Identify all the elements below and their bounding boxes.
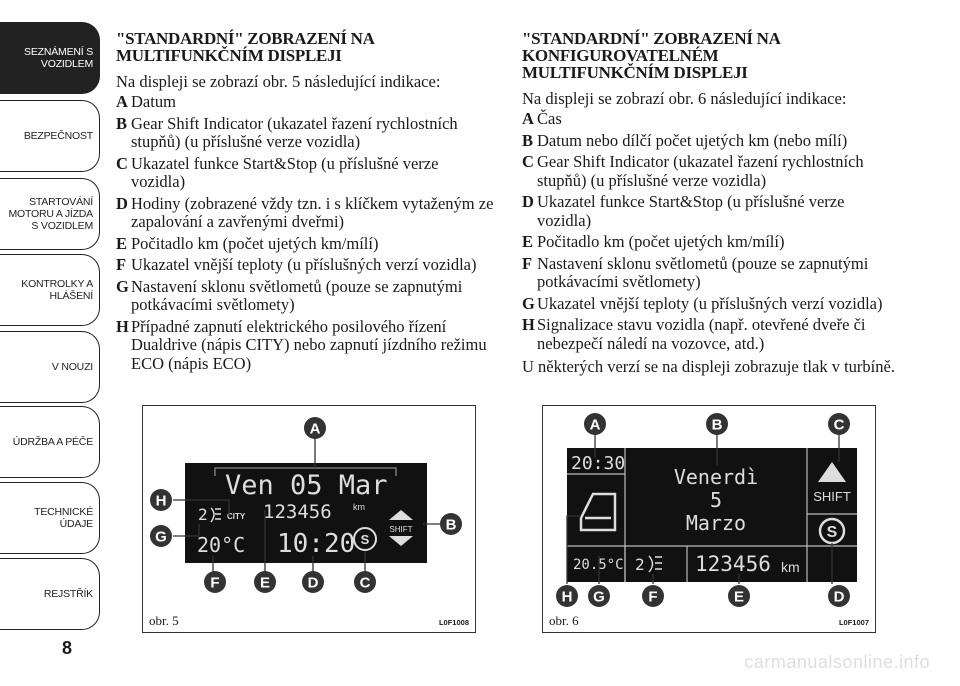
watermark: carmanualsonline.info xyxy=(744,652,930,672)
figure-6 xyxy=(542,405,876,633)
svg-text:D: D xyxy=(307,574,319,592)
list-item: D Ukazatel funkce Start&Stop (u příslušné verze vozidla) xyxy=(522,192,845,230)
lcd-date: Ven 05 Mar xyxy=(225,470,388,501)
list-item: A Čas xyxy=(522,109,562,128)
right-intro: Na displeji se zobrazí obr. 6 následující indikace: xyxy=(522,89,847,108)
left-intro: Na displeji se zobrazí obr. 5 následující indikace: xyxy=(116,72,441,91)
svg-text:F: F xyxy=(648,588,658,606)
lcd-odometer: 123456 xyxy=(695,552,771,576)
callout-g xyxy=(150,525,172,547)
figure-6-caption: obr. 6 xyxy=(549,613,579,628)
callout-h xyxy=(556,585,578,607)
list-item: G Ukazatel vnější teploty (u příslušných verzí vozidla) xyxy=(522,293,883,313)
lcd-time: 10:20 xyxy=(277,529,356,559)
svg-text:E: E xyxy=(733,588,745,606)
svg-text:H: H xyxy=(561,588,573,606)
figure-5-illustration xyxy=(143,406,477,634)
tab-startovani[interactable]: STARTOVÁNÍ MOTORU A JÍZDA S VOZIDLEM xyxy=(0,178,100,250)
figure-6-illustration xyxy=(543,406,877,634)
lcd-stop-start: S xyxy=(360,532,370,547)
lcd-day-num: 5 xyxy=(709,488,723,512)
list-item: F Nastavení sklonu světlometů (pouze se zapnutými potkávacími světlomety) xyxy=(522,253,869,291)
svg-text:H: H xyxy=(155,492,167,510)
lcd-shift: SHIFT xyxy=(813,489,851,504)
lcd-month: Marzo xyxy=(685,511,747,535)
callout-c xyxy=(354,571,376,593)
list-item: D Hodiny (zobrazené vždy tzn. i s klíčkem vytaženým ze zapalování a zavřenými dveřmi) xyxy=(116,193,494,231)
lcd-stop-start: S xyxy=(826,524,838,541)
svg-text:B: B xyxy=(711,416,723,434)
tab-technicke-udaje[interactable]: TECHNICKÉ ÚDAJE xyxy=(0,482,100,554)
tab-seznameni-s-vozidlem[interactable]: SEZNÁMENÍ S VOZIDLEM xyxy=(0,22,100,94)
callout-a xyxy=(584,413,606,435)
tab-v-nouzi[interactable]: V NOUZI xyxy=(0,331,100,403)
callout-a xyxy=(304,417,326,439)
lcd-odo-unit: km xyxy=(781,559,800,575)
page-number: 8 xyxy=(62,638,73,658)
right-note: U některých verzí se na displeji zobrazuje tlak v turbíně. xyxy=(522,357,895,376)
svg-text:E: E xyxy=(259,574,271,592)
right-column xyxy=(522,30,902,393)
callout-f xyxy=(204,571,226,593)
tab-kontrolky[interactable]: KONTROLKY A HLÁŠENÍ xyxy=(0,254,100,326)
svg-text:A: A xyxy=(309,420,321,438)
callout-g xyxy=(588,585,610,607)
tab-bezpecnost[interactable]: BEZPEČNOST xyxy=(0,100,100,172)
right-heading: "STANDARDNÍ" ZOBRAZENÍ NA KONFIGUROVATELNÉM MULTIFUNKČNÍM DISPLEJI xyxy=(522,29,781,82)
figure-6-code: L0F1007 xyxy=(838,618,869,627)
svg-text:B: B xyxy=(445,516,457,534)
callout-b xyxy=(706,413,728,435)
callout-e xyxy=(254,571,276,593)
svg-text:G: G xyxy=(593,588,605,606)
list-item: H Případné zapnutí elektrického posilového řízení Dualdrive (nápis CITY) nebo zapnutí jízdního režimu ECO (nápis ECO) xyxy=(116,316,487,373)
lcd-city: CITY xyxy=(227,512,246,521)
list-item: E Počitadlo km (počet ujetých km/mílí) xyxy=(116,233,379,253)
callout-e xyxy=(728,585,750,607)
right-indication-list xyxy=(522,110,902,353)
list-item: C Gear Shift Indicator (ukazatel řazení rychlostních stupňů) (u příslušné verze vozidla) xyxy=(522,152,864,190)
lcd-day-name: Venerdì xyxy=(673,465,759,489)
svg-text:D: D xyxy=(833,588,845,606)
figure-5 xyxy=(142,405,476,633)
svg-text:G: G xyxy=(155,528,167,546)
callout-b xyxy=(440,513,462,535)
list-item: C Ukazatel funkce Start&Stop (u příslušné verze vozidla) xyxy=(116,153,439,191)
tab-udrzba[interactable]: ÚDRŽBA A PÉČE xyxy=(0,406,100,478)
svg-text:C: C xyxy=(359,574,371,592)
list-item: B Gear Shift Indicator (ukazatel řazení rychlostních stupňů) (u příslušné verze vozidla) xyxy=(116,113,458,151)
svg-text:F: F xyxy=(210,574,220,592)
callout-h xyxy=(150,489,172,511)
figure-5-caption: obr. 5 xyxy=(149,613,179,628)
callout-c xyxy=(828,413,850,435)
lcd-light-level: 2 xyxy=(198,505,208,524)
svg-text:A: A xyxy=(589,416,601,434)
left-heading: "STANDARDNÍ" ZOBRAZENÍ NA MULTIFUNKČNÍM DISPLEJI xyxy=(116,29,375,65)
left-indication-list xyxy=(116,93,496,373)
callout-d xyxy=(828,585,850,607)
lcd-temperature: 20°C xyxy=(197,533,246,557)
list-item: A Datum xyxy=(116,92,176,111)
list-item: F Ukazatel vnější teploty (u příslušných verzí vozidla) xyxy=(116,255,477,274)
lcd-time: 20:30 xyxy=(571,453,626,474)
lcd-odo-unit: km xyxy=(353,502,365,512)
list-item: B Datum nebo dílčí počet ujetých km (nebo mílí) xyxy=(522,130,848,150)
lcd-light-level: 2 xyxy=(635,555,645,574)
svg-text:C: C xyxy=(833,416,845,434)
callout-d xyxy=(302,571,324,593)
lcd-odometer: 123456 xyxy=(263,501,332,523)
list-item: E Počitadlo km (počet ujetých km/mílí) xyxy=(522,232,785,251)
figure-5-code: L0F1008 xyxy=(438,618,469,627)
list-item: H Signalizace stavu vozidla (např. otevřené dveře či nebezpečí náledí na vozovce, atd.) xyxy=(522,315,866,353)
lcd-shift: SHIFT xyxy=(389,525,413,534)
list-item: G Nastavení sklonu světlometů (pouze se zapnutými potkávacími světlomety) xyxy=(116,276,463,314)
lcd-temperature: 20.5°C xyxy=(573,557,624,573)
left-column xyxy=(116,30,496,376)
callout-f xyxy=(642,585,664,607)
tab-rejstrik[interactable]: REJSTŘÍK xyxy=(0,558,100,630)
